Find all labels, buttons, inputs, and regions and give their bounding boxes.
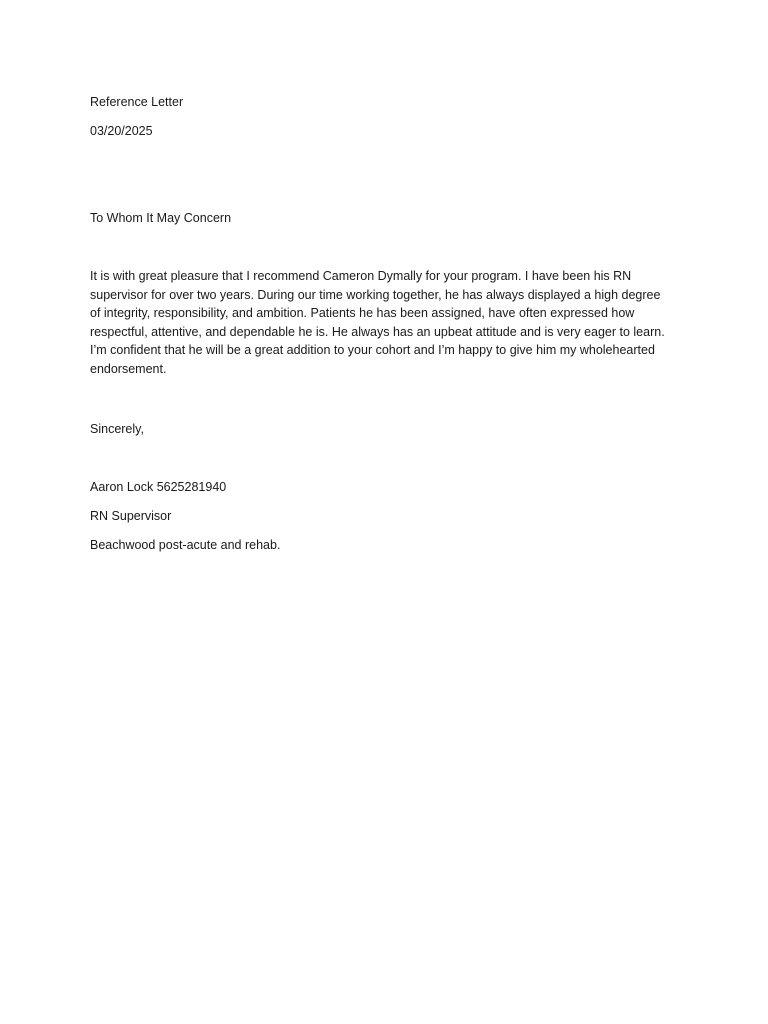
letter-date: 03/20/2025 xyxy=(90,124,153,138)
body-line: of integrity, responsibility, and ambition. Patients he has been assigned, have often expressed how xyxy=(90,306,635,321)
body-line: respectful, attentive, and dependable he is. He always has an upbeat attitude and is very eager to learn. xyxy=(90,324,665,339)
letter-heading: Reference Letter xyxy=(90,95,184,109)
signer-title: RN Supervisor xyxy=(90,509,172,523)
signer-name-phone: Aaron Lock 5625281940 xyxy=(90,480,227,494)
body-line: It is with great pleasure that I recommend Cameron Dymally for your program. I have been his RN xyxy=(90,269,632,283)
body-line: I’m confident that he will be a great addition to your cohort and I’m happy to give him my wholehearted xyxy=(90,343,655,358)
letter-body xyxy=(90,267,690,379)
body-line: endorsement. xyxy=(90,361,167,376)
signer-organization: Beachwood post-acute and rehab. xyxy=(90,538,281,552)
closing: Sincerely, xyxy=(90,422,144,436)
body-line: supervisor for over two years. During our time working together, he has always displayed a high degree xyxy=(90,287,661,302)
salutation: To Whom It May Concern xyxy=(90,211,232,225)
